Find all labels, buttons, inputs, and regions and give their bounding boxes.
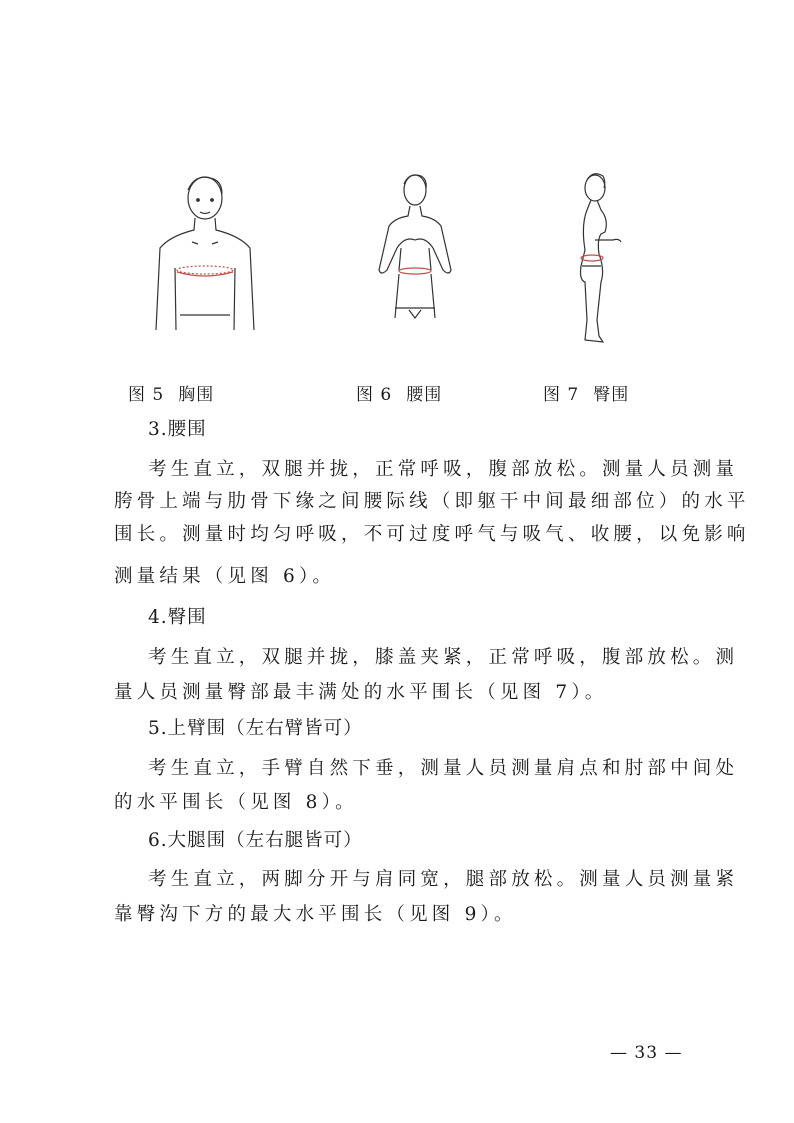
paragraph-line: 考生直立，手臂自然下垂，测量人员测量肩点和肘部中间处 <box>148 758 739 779</box>
figure-caption-5 <box>128 380 214 405</box>
paragraph-line: 量人员测量臀部最丰满处的水平围长（见图 7）。 <box>114 682 608 703</box>
paragraph-line: 围长。测量时均匀呼吸，不可过度呼气与吸气、收腰，以免影响 <box>114 524 750 545</box>
figure-caption-7 <box>543 380 629 405</box>
hip-measurement-figure <box>565 170 635 345</box>
section-heading-thigh: 6.大腿围（左右腿皆可） <box>148 830 363 851</box>
waist-measurement-figure <box>375 170 455 330</box>
paragraph-line: 靠臀沟下方的最大水平围长（见图 9）。 <box>114 904 517 925</box>
section-heading-waist: 3.腰围 <box>148 419 207 440</box>
paragraph-line: 考生直立，双腿并拢，膝盖夹紧，正常呼吸，腹部放松。测 <box>148 647 739 668</box>
paragraph-line: 胯骨上端与肋骨下缘之间腰际线（即躯干中间最细部位）的水平 <box>114 491 750 512</box>
figure-label: 图 6 <box>356 385 393 405</box>
paragraph-line: 考生直立，双腿并拢，正常呼吸，腹部放松。测量人员测量 <box>148 459 739 480</box>
section-heading-upper-arm: 5.上臂围（左右臂皆可） <box>148 718 363 739</box>
figure-title: 臀围 <box>593 385 630 405</box>
paragraph-line: 考生直立，两脚分开与肩同宽，腿部放松。测量人员测量紧 <box>148 869 739 890</box>
figure-label: 图 5 <box>128 385 165 405</box>
paragraph-line: 测量结果（见图 6）。 <box>114 566 336 587</box>
paragraph-line: 的水平围长（见图 8）。 <box>114 792 358 813</box>
section-heading-hip: 4.臀围 <box>148 607 207 628</box>
figure-caption-6 <box>356 380 442 405</box>
page-number: — 33 — <box>610 1043 683 1063</box>
figure-title: 腰围 <box>406 385 443 405</box>
figure-label: 图 7 <box>543 385 580 405</box>
figure-title: 胸围 <box>178 385 215 405</box>
chest-measurement-figure <box>150 170 260 335</box>
